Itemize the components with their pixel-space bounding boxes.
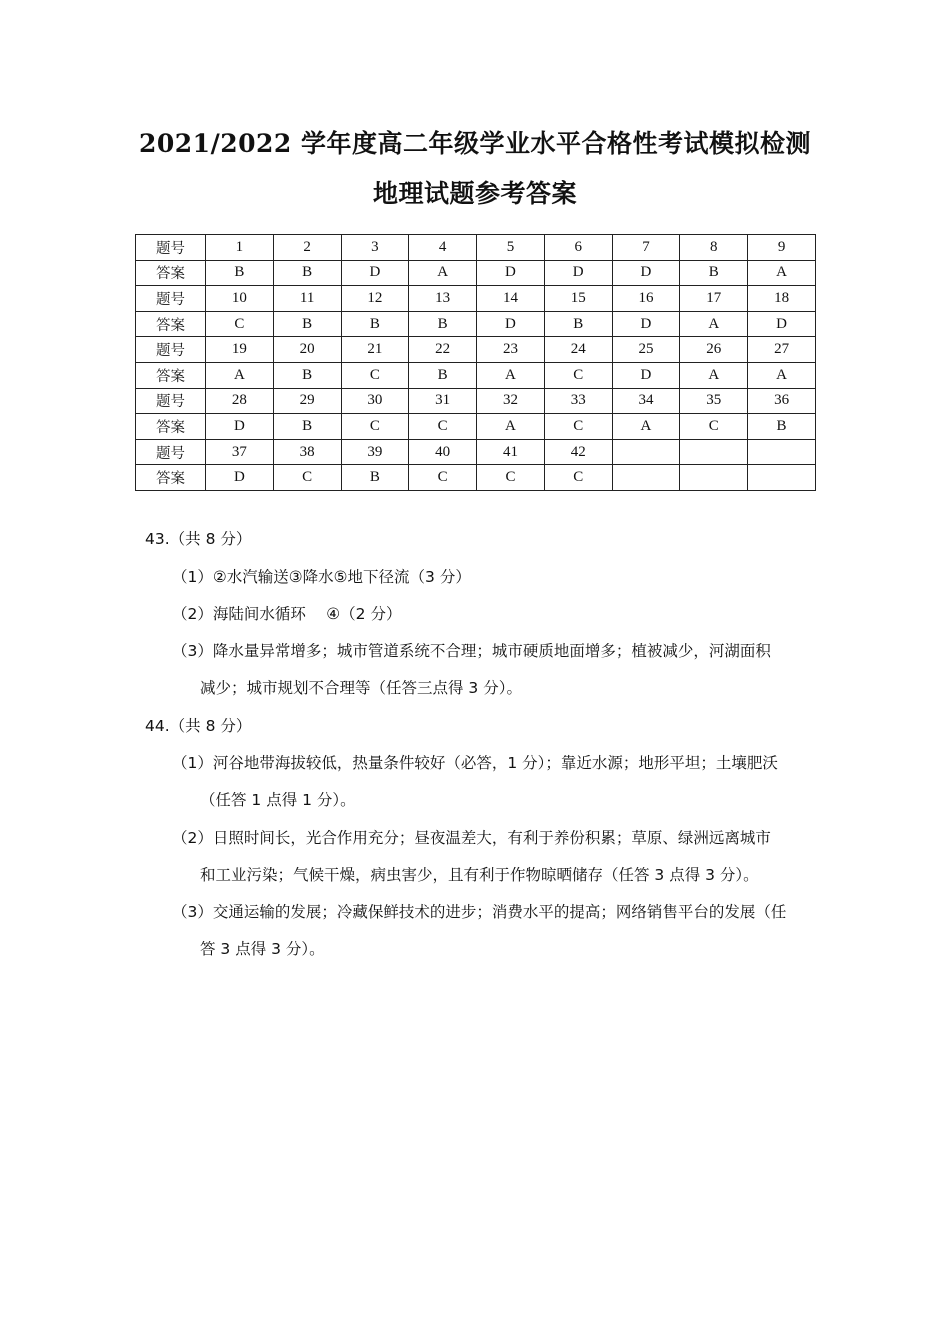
- answer-cell: B: [273, 362, 341, 388]
- answer-cell: D: [612, 311, 680, 337]
- answer-cell: C: [409, 465, 477, 491]
- question-number-cell: 33: [544, 388, 612, 414]
- question-number-cell: 24: [544, 337, 612, 363]
- table-row: [136, 311, 816, 337]
- q44-heading: 44.（共 8 分）: [145, 717, 252, 735]
- q44-part1-line1: （1）河谷地带海拔较低，热量条件较好（必答，1 分）；靠近水源；地形平坦；土壤肥沃: [172, 754, 778, 772]
- question-number-cell: 35: [680, 388, 748, 414]
- q44-part3-line2: 答 3 点得 3 分）。: [200, 940, 325, 958]
- question-number-cell: [680, 439, 748, 465]
- table-row: [136, 235, 816, 261]
- row-label: 题号: [136, 235, 206, 261]
- question-number-cell: 37: [206, 439, 274, 465]
- answer-cell: D: [544, 260, 612, 286]
- question-number-cell: 9: [748, 235, 816, 261]
- answer-cell: A: [477, 362, 545, 388]
- answer-cell: [612, 465, 680, 491]
- question-number-cell: 20: [273, 337, 341, 363]
- q44-part2-line2: 和工业污染；气候干燥，病虫害少，且有利于作物晾晒储存（任答 3 点得 3 分）。: [200, 866, 759, 884]
- answer-cell: A: [748, 362, 816, 388]
- answer-table: [135, 234, 816, 491]
- answer-cell: A: [477, 414, 545, 440]
- question-number-cell: 15: [544, 286, 612, 312]
- q44-part3-line1: （3）交通运输的发展；冷藏保鲜技术的进步；消费水平的提高；网络销售平台的发展（任: [172, 903, 787, 921]
- question-number-cell: 22: [409, 337, 477, 363]
- answer-cell: B: [273, 414, 341, 440]
- answer-cell: B: [273, 311, 341, 337]
- question-number-cell: 5: [477, 235, 545, 261]
- question-number-cell: 16: [612, 286, 680, 312]
- answer-cell: C: [544, 414, 612, 440]
- question-number-cell: 8: [680, 235, 748, 261]
- q43-part3-line1: （3）降水量异常增多；城市管道系统不合理；城市硬质地面增多；植被减少，河湖面积: [172, 642, 771, 660]
- question-number-cell: 23: [477, 337, 545, 363]
- question-number-cell: 19: [206, 337, 274, 363]
- question-number-cell: 3: [341, 235, 409, 261]
- question-number-cell: 13: [409, 286, 477, 312]
- table-row: [136, 414, 816, 440]
- answer-cell: C: [341, 362, 409, 388]
- q43-part3-line2: 减少；城市规划不合理等（任答三点得 3 分）。: [200, 679, 522, 697]
- title-line-2: 地理试题参考答案: [372, 179, 577, 208]
- table-row: [136, 362, 816, 388]
- question-number-cell: 40: [409, 439, 477, 465]
- answer-cell: A: [680, 311, 748, 337]
- answer-cell: [680, 465, 748, 491]
- question-number-cell: 7: [612, 235, 680, 261]
- question-number-cell: 25: [612, 337, 680, 363]
- answer-cell: B: [409, 362, 477, 388]
- table-row: [136, 260, 816, 286]
- question-number-cell: 17: [680, 286, 748, 312]
- q43-heading: 43.（共 8 分）: [145, 530, 252, 548]
- question-number-cell: 38: [273, 439, 341, 465]
- question-number-cell: 18: [748, 286, 816, 312]
- row-label: 题号: [136, 337, 206, 363]
- question-number-cell: 10: [206, 286, 274, 312]
- question-number-cell: 30: [341, 388, 409, 414]
- row-label: 答案: [136, 414, 206, 440]
- row-label: 答案: [136, 260, 206, 286]
- answer-cell: D: [341, 260, 409, 286]
- question-number-cell: 32: [477, 388, 545, 414]
- answer-cell: D: [612, 260, 680, 286]
- row-label: 题号: [136, 439, 206, 465]
- row-label: 答案: [136, 311, 206, 337]
- question-number-cell: 2: [273, 235, 341, 261]
- question-number-cell: 26: [680, 337, 748, 363]
- answer-cell: B: [341, 465, 409, 491]
- answer-table-body: [136, 235, 816, 491]
- row-label: 答案: [136, 362, 206, 388]
- row-label: 答案: [136, 465, 206, 491]
- answer-cell: B: [748, 414, 816, 440]
- question-number-cell: 6: [544, 235, 612, 261]
- question-number-cell: 29: [273, 388, 341, 414]
- q44-part1-line2: （任答 1 点得 1 分）。: [200, 791, 356, 809]
- answer-cell: D: [477, 260, 545, 286]
- answer-cell: B: [680, 260, 748, 286]
- answer-cell: C: [409, 414, 477, 440]
- table-row: [136, 388, 816, 414]
- question-number-cell: [612, 439, 680, 465]
- table-row: [136, 337, 816, 363]
- answer-cell: A: [612, 414, 680, 440]
- question-number-cell: 31: [409, 388, 477, 414]
- answer-cell: A: [748, 260, 816, 286]
- answer-cell: C: [206, 311, 274, 337]
- answer-cell: A: [680, 362, 748, 388]
- answer-cell: A: [409, 260, 477, 286]
- question-number-cell: 11: [273, 286, 341, 312]
- question-number-cell: [748, 439, 816, 465]
- answer-cell: C: [680, 414, 748, 440]
- table-row: [136, 439, 816, 465]
- table-row: [136, 286, 816, 312]
- answer-cell: B: [544, 311, 612, 337]
- answer-cell: C: [341, 414, 409, 440]
- answer-cell: D: [612, 362, 680, 388]
- answer-cell: [748, 465, 816, 491]
- question-number-cell: 36: [748, 388, 816, 414]
- q43-part2: （2）海陆间水循环 ④（2 分）: [172, 605, 402, 623]
- table-row: [136, 465, 816, 491]
- title-line-1: 2021/2022 学年度高二年级学业水平合格性考试模拟检测: [139, 129, 811, 158]
- question-number-cell: 28: [206, 388, 274, 414]
- answer-cell: C: [544, 362, 612, 388]
- row-label: 题号: [136, 388, 206, 414]
- question-number-cell: 42: [544, 439, 612, 465]
- answer-cell: B: [206, 260, 274, 286]
- answer-cell: A: [206, 362, 274, 388]
- answer-cell: C: [544, 465, 612, 491]
- question-number-cell: 41: [477, 439, 545, 465]
- answer-cell: D: [748, 311, 816, 337]
- question-number-cell: 21: [341, 337, 409, 363]
- question-number-cell: 14: [477, 286, 545, 312]
- question-number-cell: 27: [748, 337, 816, 363]
- q44-part2-line1: （2）日照时间长，光合作用充分；昼夜温差大，有利于养份积累；草原、绿洲远离城市: [172, 829, 771, 847]
- answer-cell: D: [206, 414, 274, 440]
- answer-cell: C: [477, 465, 545, 491]
- row-label: 题号: [136, 286, 206, 312]
- question-number-cell: 39: [341, 439, 409, 465]
- answer-cell: B: [341, 311, 409, 337]
- question-number-cell: 4: [409, 235, 477, 261]
- answer-cell: B: [273, 260, 341, 286]
- question-number-cell: 12: [341, 286, 409, 312]
- question-number-cell: 1: [206, 235, 274, 261]
- answer-cell: D: [477, 311, 545, 337]
- answer-cell: B: [409, 311, 477, 337]
- answer-cell: C: [273, 465, 341, 491]
- q43-part1: （1）②水汽输送③降水⑤地下径流（3 分）: [172, 568, 471, 586]
- question-number-cell: 34: [612, 388, 680, 414]
- answer-cell: D: [206, 465, 274, 491]
